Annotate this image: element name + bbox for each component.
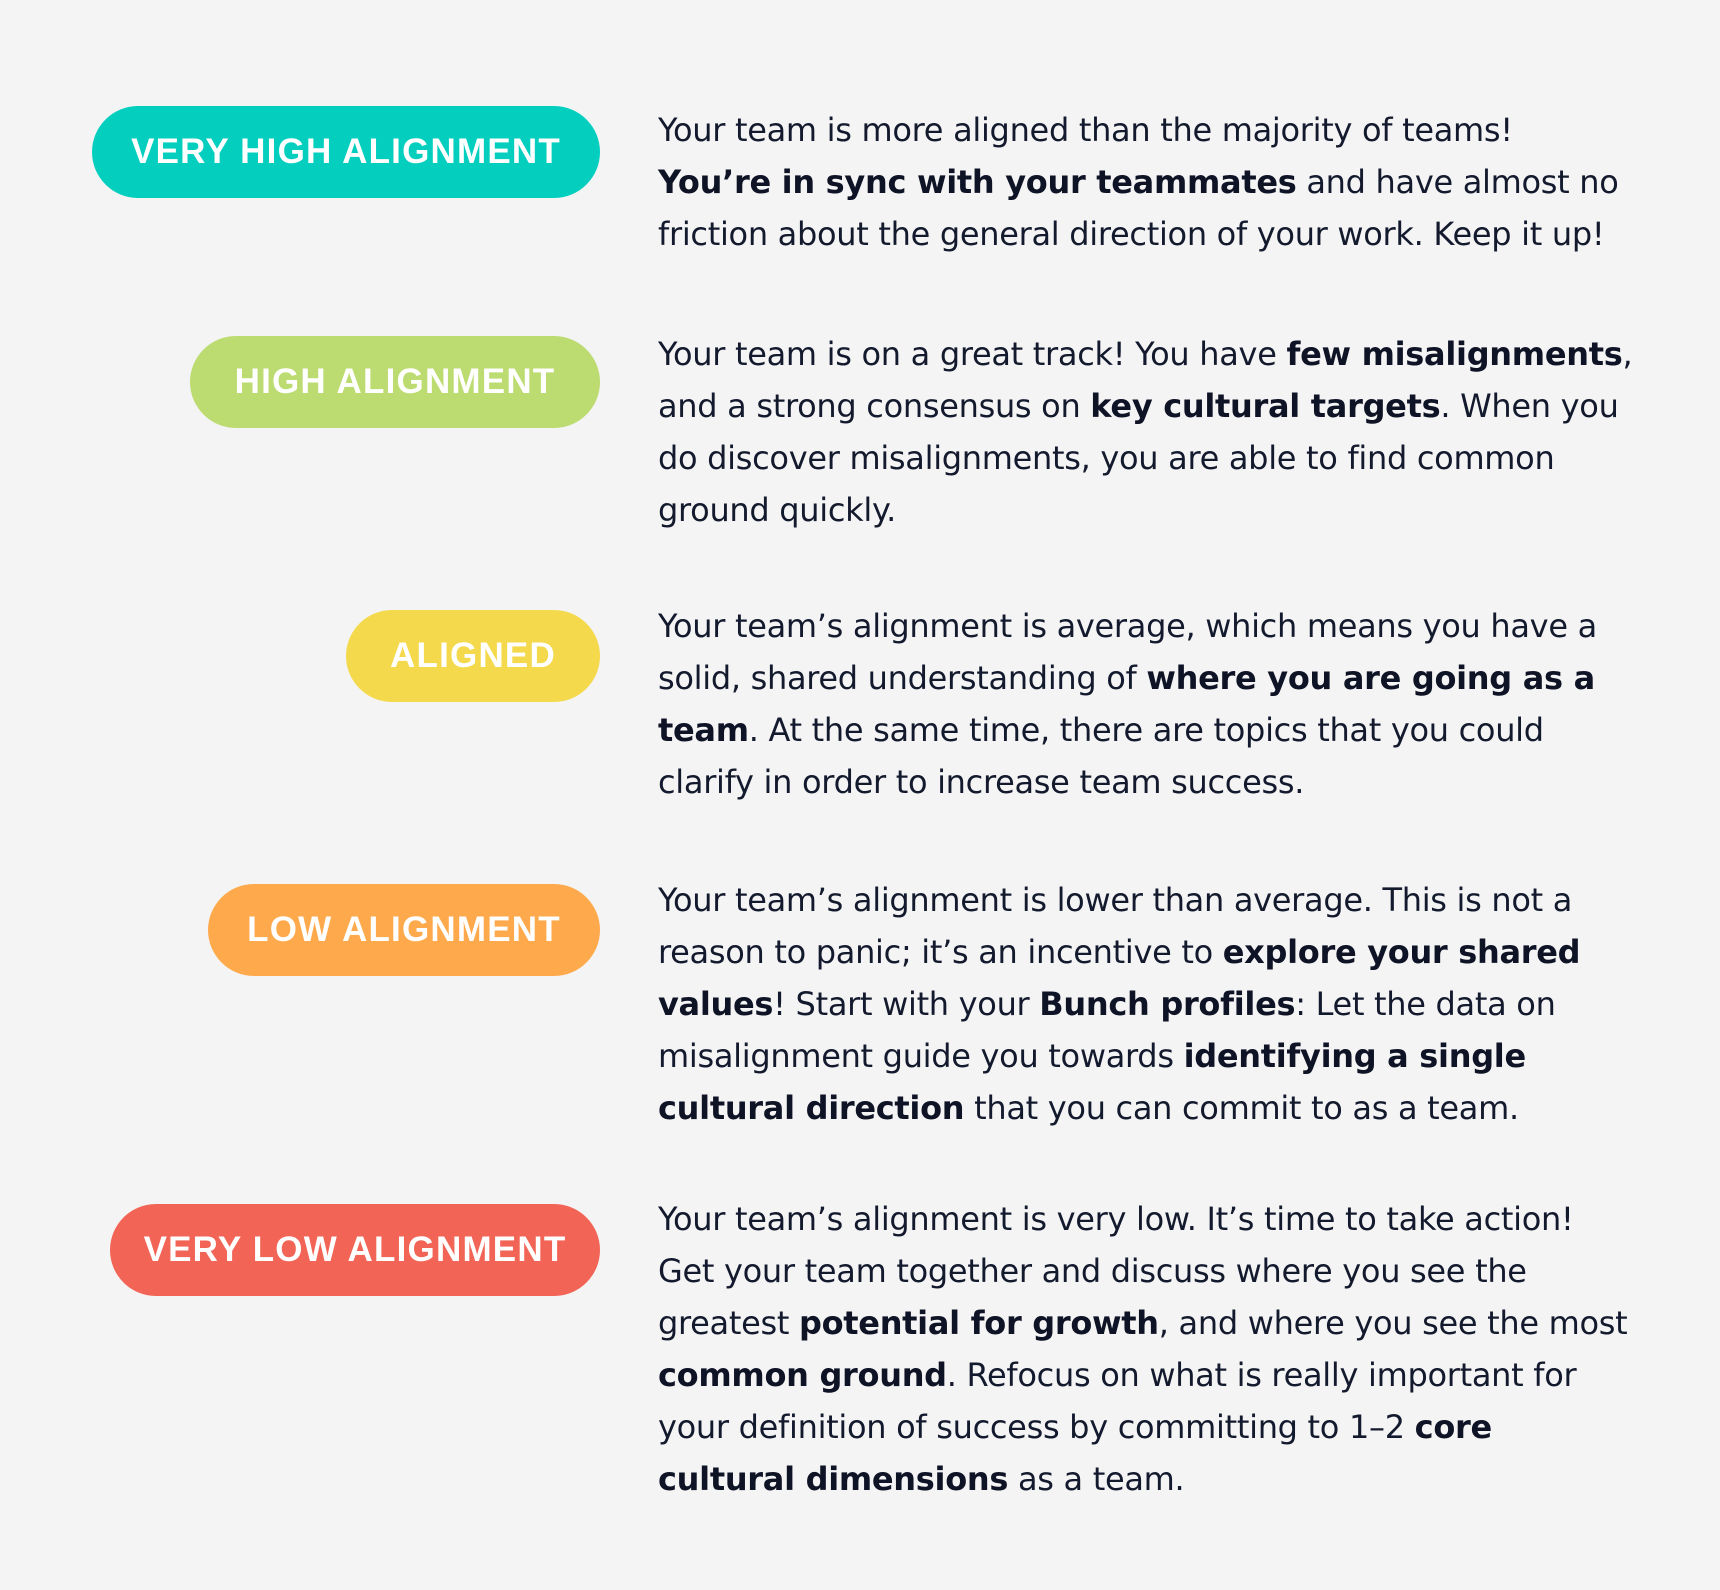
emphasis-text: Bunch profiles [1039,985,1296,1023]
description-text: Your team’s alignment is average, which means you have a [658,607,1597,645]
description-text: Your team is on a great track! You have [658,335,1287,373]
description-text: your definition of success by committing to 1–2 [658,1408,1415,1446]
description-text: and have almost no [1296,163,1619,201]
description-text: : Let the data on [1295,985,1556,1023]
low-alignment-badge: LOW ALIGNMENT [208,884,600,976]
emphasis-text: few misalignments [1286,335,1623,373]
aligned-badge: ALIGNED [346,610,600,702]
description-line [658,652,1658,704]
description-text: , and where you see the most [1158,1304,1628,1342]
high-alignment-description [658,328,1658,536]
description-line [658,926,1658,978]
description-text: ground quickly. [658,491,896,529]
description-line [658,978,1658,1030]
description-line [658,1349,1658,1401]
description-text: greatest [658,1304,799,1342]
emphasis-text: cultural direction [658,1089,965,1127]
aligned-description [658,600,1658,808]
emphasis-text: common ground [658,1356,947,1394]
description-text: as a team. [1008,1460,1185,1498]
description-line [658,1193,1658,1245]
very-high-alignment-description [658,104,1658,260]
description-line [658,704,1658,756]
description-line [658,484,1658,536]
description-text: reason to panic; it’s an incentive to [658,933,1223,971]
description-text: friction about the general direction of your work. Keep it up! [658,215,1605,253]
description-text: , [1622,335,1633,373]
high-alignment-badge: HIGH ALIGNMENT [190,336,600,428]
description-text: Your team is more aligned than the majority of teams! [658,111,1513,149]
description-line [658,104,1658,156]
emphasis-text: cultural dimensions [658,1460,1009,1498]
description-line [658,432,1658,484]
description-text: Your team’s alignment is very low. It’s time to take action! [658,1200,1574,1238]
emphasis-text: potential for growth [799,1304,1159,1342]
emphasis-text: core [1414,1408,1492,1446]
description-text: clarify in order to increase team success. [658,763,1305,801]
very-high-alignment-badge: VERY HIGH ALIGNMENT [92,106,600,198]
emphasis-text: identifying a single [1183,1037,1526,1075]
description-text: ! Start with your [773,985,1040,1023]
description-text: . When you [1440,387,1619,425]
description-text: Get your team together and discuss where you see the [658,1252,1527,1290]
emphasis-text: You’re in sync with your teammates [658,163,1297,201]
description-line [658,756,1658,808]
description-line [658,874,1658,926]
description-line [658,208,1658,260]
description-line [658,1030,1658,1082]
description-text: . At the same time, there are topics that you could [748,711,1544,749]
description-line [658,600,1658,652]
emphasis-text: where you are going as a [1146,659,1595,697]
description-line [658,156,1658,208]
description-line [658,1401,1658,1453]
very-low-alignment-description [658,1193,1658,1505]
emphasis-text: values [658,985,774,1023]
description-line [658,328,1658,380]
description-text: misalignment guide you towards [658,1037,1184,1075]
description-text: do discover misalignments, you are able to find common [658,439,1555,477]
description-text: and a strong consensus on [658,387,1091,425]
description-text: solid, shared understanding of [658,659,1147,697]
emphasis-text: team [658,711,749,749]
description-line [658,1453,1658,1505]
description-text: . Refocus on what is really important for [946,1356,1577,1394]
emphasis-text: key cultural targets [1090,387,1441,425]
description-text: Your team’s alignment is lower than average. This is not a [658,881,1573,919]
description-line [658,1297,1658,1349]
description-line [658,1082,1658,1134]
low-alignment-description [658,874,1658,1134]
very-low-alignment-badge: VERY LOW ALIGNMENT [110,1204,600,1296]
description-line [658,1245,1658,1297]
emphasis-text: explore your shared [1222,933,1581,971]
description-line [658,380,1658,432]
description-text: that you can commit to as a team. [964,1089,1519,1127]
